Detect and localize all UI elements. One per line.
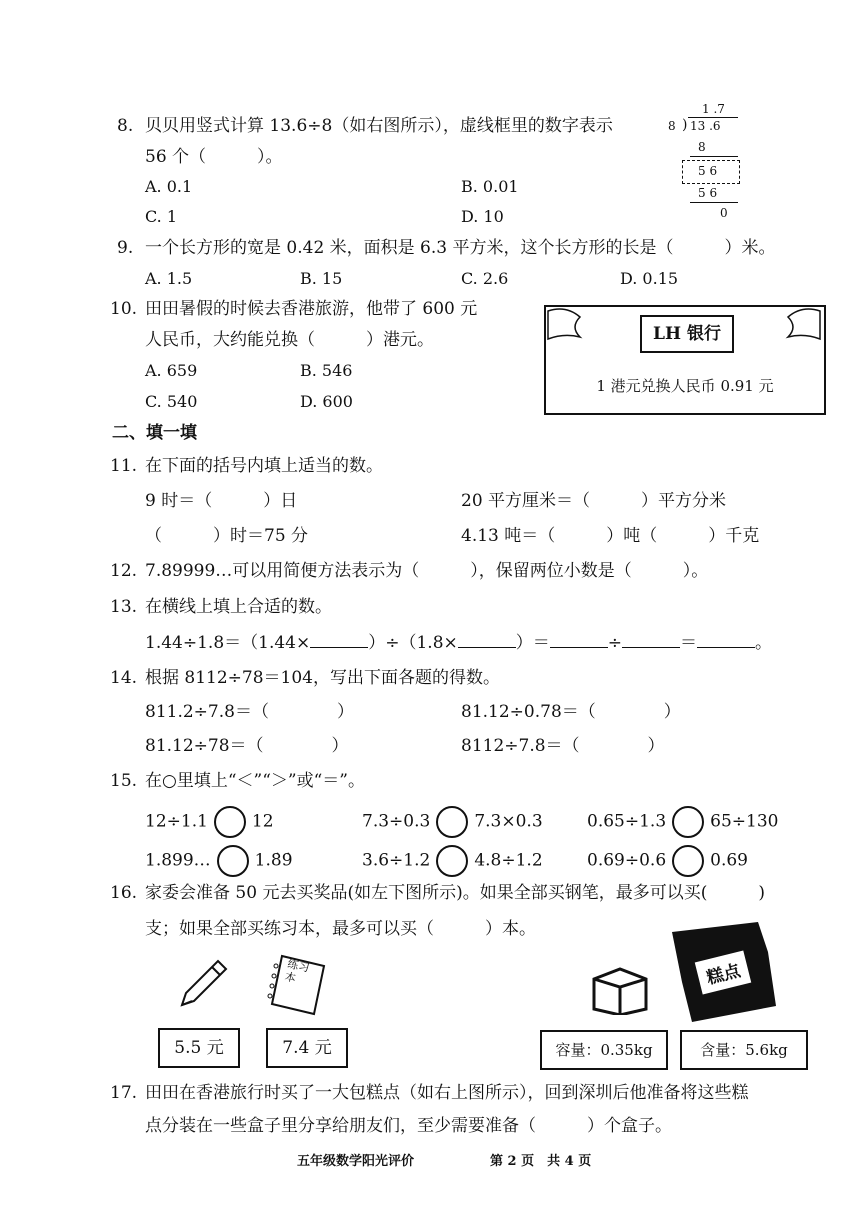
compare-circle[interactable]	[214, 806, 246, 838]
q10-text-2: 人民币，大约能兑换（ ）港元。	[145, 330, 434, 350]
compare-circle[interactable]	[217, 845, 249, 877]
q15-item-3	[587, 806, 778, 838]
q15-item-6	[587, 845, 748, 877]
division-divisor: 8	[668, 119, 676, 133]
q15-left-5: 3.6÷1.2	[362, 850, 431, 871]
q13-part3: ）＝	[515, 633, 550, 653]
q12-text: 7.89999…可以用简便方法表示为（ ），保留两位小数是（ ）。	[145, 561, 709, 581]
q10-number: 10.	[110, 299, 138, 319]
division-row4: 0	[720, 206, 728, 220]
pen-price: 5.5 元	[158, 1028, 240, 1068]
q9-option-a: A. 1.5	[145, 269, 193, 288]
footer-title: 五年级数学阳光评价	[297, 1154, 415, 1169]
q17-text-2: 点分装在一些盒子里分享给朋友们，至少需要准备（ ）个盒子。	[145, 1116, 672, 1136]
notebook-price: 7.4 元	[266, 1028, 348, 1068]
compare-circle[interactable]	[672, 806, 704, 838]
q13-part4: ÷	[607, 633, 623, 653]
q14-item-b: 81.12÷0.78＝（ ）	[461, 702, 681, 722]
long-division-figure: 1 .7 8 ) 13 .6 8 5 6 5 6 0	[668, 100, 748, 225]
q9-option-b: B. 15	[300, 269, 343, 288]
q13-part1: 1.44÷1.8＝（1.44×	[145, 633, 311, 653]
q8-number: 8.	[117, 116, 134, 136]
q15-item-5	[362, 845, 543, 877]
q15-left-6: 0.69÷0.6	[587, 850, 667, 871]
box-icon	[588, 965, 652, 1015]
q13-blank-2[interactable]	[458, 633, 516, 648]
notebook-label: 练习本	[283, 957, 311, 986]
q10-text: 田田暑假的时候去香港旅游，他带了 600 元	[145, 299, 478, 319]
q8-option-a: A. 0.1	[145, 177, 193, 196]
page-number: 第 2 页 共 4 页	[490, 1154, 592, 1169]
q11-item-d: 4.13 吨＝（ ）吨（ ）千克	[461, 526, 760, 546]
q11-number: 11.	[110, 456, 138, 476]
q8-text-2: 56 个（ ）。	[145, 147, 283, 167]
notebook-icon	[266, 952, 330, 1016]
q9-option-d: D. 0.15	[620, 269, 679, 288]
q13-text: 在横线上填上合适的数。	[145, 597, 332, 617]
division-dividend: 13 .6	[690, 119, 721, 133]
q8-option-d: D. 10	[461, 207, 504, 226]
q14-item-d: 8112÷7.8＝（ ）	[461, 736, 665, 756]
q11-item-a: 9 时＝（ ）日	[145, 491, 298, 511]
q15-item-4	[145, 845, 293, 877]
q13-part5: ＝	[680, 633, 698, 653]
q11-item-c: （ ）时＝75 分	[145, 526, 309, 546]
q10-option-d: D. 600	[300, 392, 353, 411]
bank-sign	[544, 305, 826, 415]
q9-text: 一个长方形的宽是 0.42 米，面积是 6.3 平方米，这个长方形的长是（ ）米。	[145, 238, 776, 258]
q13-blank-5[interactable]	[697, 633, 755, 648]
q13-blank-3[interactable]	[550, 633, 608, 648]
q15-right-2: 7.3×0.3	[474, 811, 543, 832]
q11-item-b: 20 平方厘米＝（ ）平方分米	[461, 491, 727, 511]
content-label: 含量：5.6kg	[680, 1030, 808, 1070]
q13-blank-4[interactable]	[622, 633, 680, 648]
q10-option-a: A. 659	[145, 361, 198, 380]
compare-circle[interactable]	[436, 845, 468, 877]
q14-item-a: 811.2÷7.8＝（ ）	[145, 702, 354, 722]
compare-circle[interactable]	[672, 845, 704, 877]
division-quotient: 1 .7	[702, 102, 725, 116]
q8-option-b: B. 0.01	[461, 177, 519, 196]
snack-bag-icon	[668, 922, 780, 1022]
section-heading: 二、填一填	[112, 423, 197, 443]
q15-right-3: 65÷130	[710, 811, 779, 832]
snack-label: 糕点	[695, 950, 751, 994]
q11-text: 在下面的括号内填上适当的数。	[145, 456, 383, 476]
q15-left-2: 7.3÷0.3	[362, 811, 431, 832]
q17-text: 田田在香港旅行时买了一大包糕点（如右上图所示），回到深圳后他准备将这些糕	[145, 1083, 749, 1103]
q15-right-4: 1.8̇9̇	[254, 850, 293, 871]
q13-equation	[145, 632, 772, 654]
q13-blank-1[interactable]	[310, 633, 368, 648]
q15-right-5: 4.8÷1.2	[474, 850, 543, 871]
q15-left-4: 1.899…	[145, 850, 211, 871]
q15-right-1: 12	[251, 811, 274, 832]
exchange-rate: 1 港元兑换人民币 0.91 元	[596, 377, 774, 395]
q15-left-3: 0.65÷1.3	[587, 811, 667, 832]
q16-text-2: 支；如果全部买练习本，最多可以买（ ）本。	[145, 919, 536, 939]
q15-left-1: 12÷1.1	[145, 811, 208, 832]
q14-text: 根据 8112÷78＝104，写出下面各题的得数。	[145, 668, 500, 688]
division-row1: 8	[698, 140, 706, 154]
q14-number: 14.	[110, 668, 138, 688]
q12-number: 12.	[110, 561, 138, 581]
q13-part6: 。	[755, 633, 773, 653]
division-row2: 5 6	[698, 164, 718, 178]
q16-text: 家委会准备 50 元去买奖品(如左下图所示)。如果全部买钢笔，最多可以买( )	[145, 883, 765, 903]
compare-circle[interactable]	[436, 806, 468, 838]
bank-name: LH 银行	[640, 315, 734, 353]
q15-right-6: 0.69	[710, 850, 748, 871]
capacity-label: 容量：0.35kg	[540, 1030, 668, 1070]
q9-number: 9.	[117, 238, 134, 258]
q10-option-c: C. 540	[145, 392, 198, 411]
q10-option-b: B. 546	[300, 361, 353, 380]
q8-option-c: C. 1	[145, 207, 178, 226]
q16-number: 16.	[110, 883, 138, 903]
q15-item-2	[362, 806, 543, 838]
q15-item-1	[145, 806, 274, 838]
q13-part2: ）÷（1.8×	[368, 633, 458, 653]
pen-icon	[172, 955, 232, 1015]
q15-number: 15.	[110, 771, 138, 791]
division-row3: 5 6	[698, 186, 718, 200]
q9-option-c: C. 2.6	[461, 269, 509, 288]
q15-text: 在○里填上“＜”“＞”或“＝”。	[145, 771, 365, 791]
q17-number: 17.	[110, 1083, 138, 1103]
q14-item-c: 81.12÷78＝（ ）	[145, 736, 349, 756]
q13-number: 13.	[110, 597, 138, 617]
q8-text: 贝贝用竖式计算 13.6÷8（如右图所示），虚线框里的数字表示	[145, 116, 613, 136]
